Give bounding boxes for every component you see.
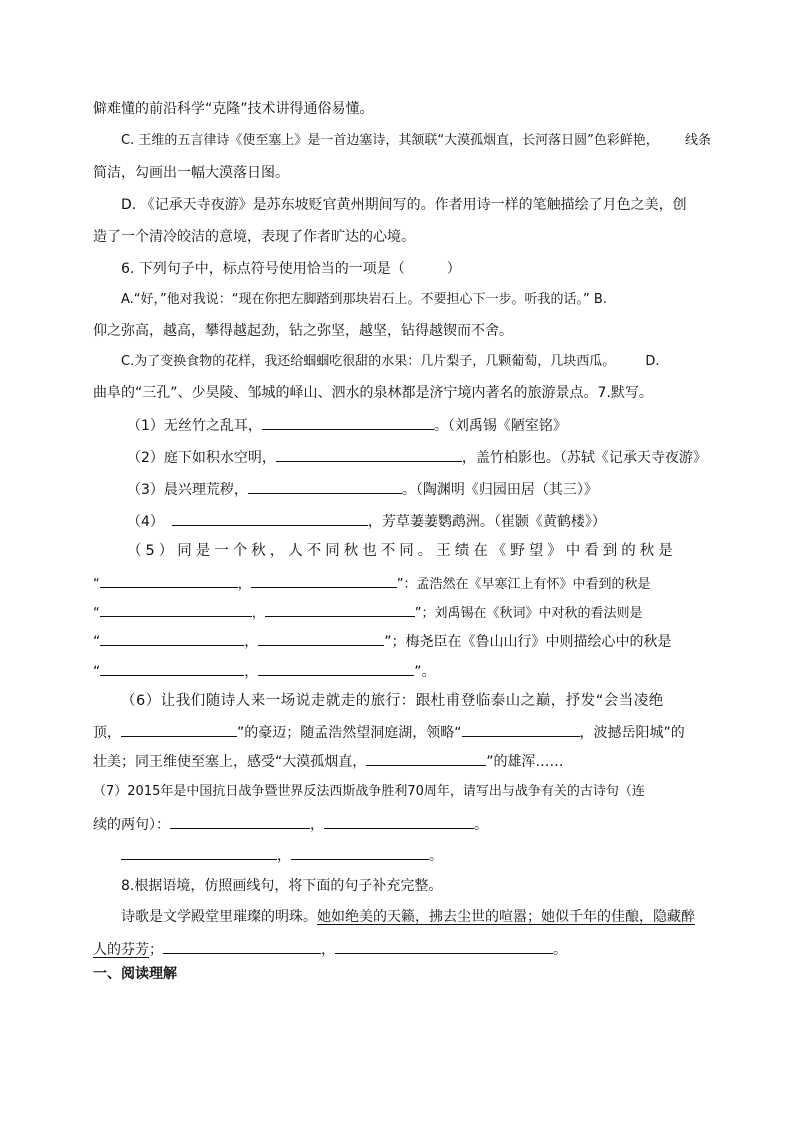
recite-text: 续的两句）：	[93, 817, 170, 833]
option-d-line: D. 《记承天寺夜游》是苏东坡贬官黄州期间写的。作者用诗一样的笔触描绘了月色之美，创	[121, 197, 687, 213]
recite-text: ”的雄浑……	[486, 754, 564, 770]
recite-item-4	[127, 511, 606, 531]
answer-blank[interactable]	[258, 631, 384, 646]
recite-item-6: （6）让我们随诗人来一场说走就走的旅行：跟杜甫登临泰山之巅，抒发“会当凌绝	[121, 693, 664, 709]
comma: ，	[310, 817, 324, 833]
answer-blank[interactable]	[251, 573, 397, 588]
underlined-sentence: 人的芬芳	[93, 942, 149, 958]
recite-text: （4）	[127, 514, 164, 530]
question-6-option-b: 仰之弥高，越高，攀得越起劲，钻之弥坚，越坚，钻得越锲而不舍。	[93, 323, 513, 339]
recite-item-6-line-b	[93, 722, 685, 742]
answer-blank[interactable]	[248, 479, 402, 494]
quote-mark: “	[93, 664, 101, 680]
context-text: 诗歌是文学殿堂里璀璨的明珠。	[121, 909, 317, 925]
answer-blank[interactable]	[462, 722, 580, 737]
recite-source: ，盖竹柏影也。（苏轼《记承天寺夜游》	[461, 450, 707, 466]
question-6: 6. 下列句子中，标点符号使用恰当的一项是（ ）	[121, 261, 461, 277]
comma: ，	[321, 942, 335, 958]
recite-text: 顶，	[93, 725, 121, 741]
recite-text: ”的豪迈；随孟浩然望洞庭湖，领略“	[237, 725, 462, 741]
question-6-option-a: A.“好，”他对我说：“现在你把左脚踏到那块岩石上。不要担心下一步。听我的话。” B.	[121, 292, 607, 307]
recite-item-5-line-c	[93, 631, 672, 651]
text-line: 僻难懂的前沿科学“克隆”技术讲得通俗易懂。	[93, 101, 374, 117]
quote-mark: “	[93, 577, 100, 592]
comma: ，	[237, 577, 251, 592]
answer-blank[interactable]	[335, 939, 553, 954]
section-heading: 一、阅读理解	[93, 966, 177, 982]
answer-blank[interactable]	[100, 631, 244, 646]
recite-item-5-line-a	[93, 573, 651, 594]
recite-item-1	[127, 415, 567, 435]
recite-text: ”；刘禹锡在《秋词》中对秋的看法则是	[414, 606, 643, 621]
recite-text: ”；梅尧臣在《鲁山山行》中则描绘心中的秋是	[384, 634, 672, 650]
quote-mark: “	[93, 606, 100, 621]
recite-item-5: （5）同是一个秋，人不同秋也不同。王绩在《野望》中看到的秋是	[127, 543, 677, 559]
recite-item-2	[127, 447, 707, 467]
recite-item-7: （7）2015年是中国抗日战争暨世界反法西斯战争胜利70周年，请写出与战争有关的古诗句（连	[93, 784, 645, 799]
question-8-line-a	[121, 908, 695, 926]
quote-mark: “	[93, 634, 101, 650]
period: 。	[474, 817, 488, 833]
answer-blank[interactable]	[262, 415, 434, 430]
recite-item-7-line-c	[121, 845, 443, 865]
option-c-text-end: 线条	[684, 133, 711, 148]
question-6-option-d: 曲阜的“三孔”、少昊陵、邹城的峄山、泗水的泉林都是济宁境内著名的旅游景点。7.默写。	[93, 385, 653, 401]
semicolon: ；	[149, 942, 163, 958]
answer-blank[interactable]	[170, 814, 310, 829]
comma: ，	[251, 606, 265, 621]
recite-source: 。（陶渊明《归园田居（其三）》	[401, 482, 598, 498]
answer-blank[interactable]	[100, 602, 252, 617]
comma: ，	[277, 848, 291, 864]
answer-blank[interactable]	[366, 751, 486, 766]
question-6-option-c	[121, 353, 660, 371]
answer-blank[interactable]	[163, 939, 321, 954]
recite-text: （1）无丝竹之乱耳，	[127, 418, 262, 434]
answer-blank[interactable]	[258, 661, 414, 676]
recite-item-5-line-b	[93, 602, 643, 623]
question-8: 8.根据语境，仿照画线句，将下面的句子补充完整。	[121, 878, 443, 894]
answer-blank[interactable]	[291, 845, 429, 860]
comma: ，	[244, 664, 259, 680]
option-d-label: D.	[645, 354, 660, 369]
recite-source: ，芳草萋萋鹦鹉洲。（崔颢《黄鹤楼》）	[367, 514, 606, 530]
recite-text: ，波撼岳阳城”的	[579, 725, 685, 741]
answer-blank[interactable]	[100, 661, 244, 676]
answer-blank[interactable]	[265, 602, 415, 617]
comma: ，	[244, 634, 259, 650]
recite-text: （3）晨兴理荒秽，	[127, 482, 248, 498]
answer-blank[interactable]	[100, 573, 238, 588]
text-line: 简洁，勾画出一幅大漠落日图。	[93, 165, 289, 181]
recite-text: ”。	[414, 664, 436, 680]
period: 。	[553, 942, 567, 958]
recite-source: 。（刘禹锡《陋室铭》	[433, 418, 567, 434]
option-c-line	[121, 132, 711, 150]
option-c-text: C.为了变换食物的花样，我还给蝈蝈吃很甜的水果：几片梨子，几颗葡萄，几块西瓜。	[121, 354, 616, 369]
answer-blank[interactable]	[121, 845, 277, 860]
answer-blank[interactable]	[172, 511, 368, 526]
recite-text: ”：孟浩然在《早寒江上有怀》中看到的秋是	[396, 577, 651, 592]
recite-item-5-line-d	[93, 661, 436, 681]
option-c-text: C. 王维的五言律诗《使至塞上》是一首边塞诗，其颔联“大漠孤烟直，长河落日圆”色彩鲜艳，	[121, 133, 659, 148]
answer-blank[interactable]	[324, 814, 474, 829]
recite-item-6-line-c	[93, 751, 564, 771]
recite-item-3	[127, 479, 598, 499]
question-8-line-b	[93, 939, 567, 959]
period: 。	[429, 848, 443, 864]
underlined-sentence: 她如绝美的天籁，拂去尘世的喧嚣；她似千年的佳酿，隐藏醉	[317, 909, 695, 925]
recite-text: （2）庭下如积水空明，	[127, 450, 276, 466]
answer-blank[interactable]	[121, 722, 237, 737]
recite-text: 壮美；同王维使至塞上，感受“大漠孤烟直，	[93, 754, 367, 770]
text-line: 造了一个清冷皎洁的意境，表现了作者旷达的心境。	[93, 229, 415, 245]
answer-blank[interactable]	[276, 447, 462, 462]
recite-item-7-line-b	[93, 814, 488, 834]
